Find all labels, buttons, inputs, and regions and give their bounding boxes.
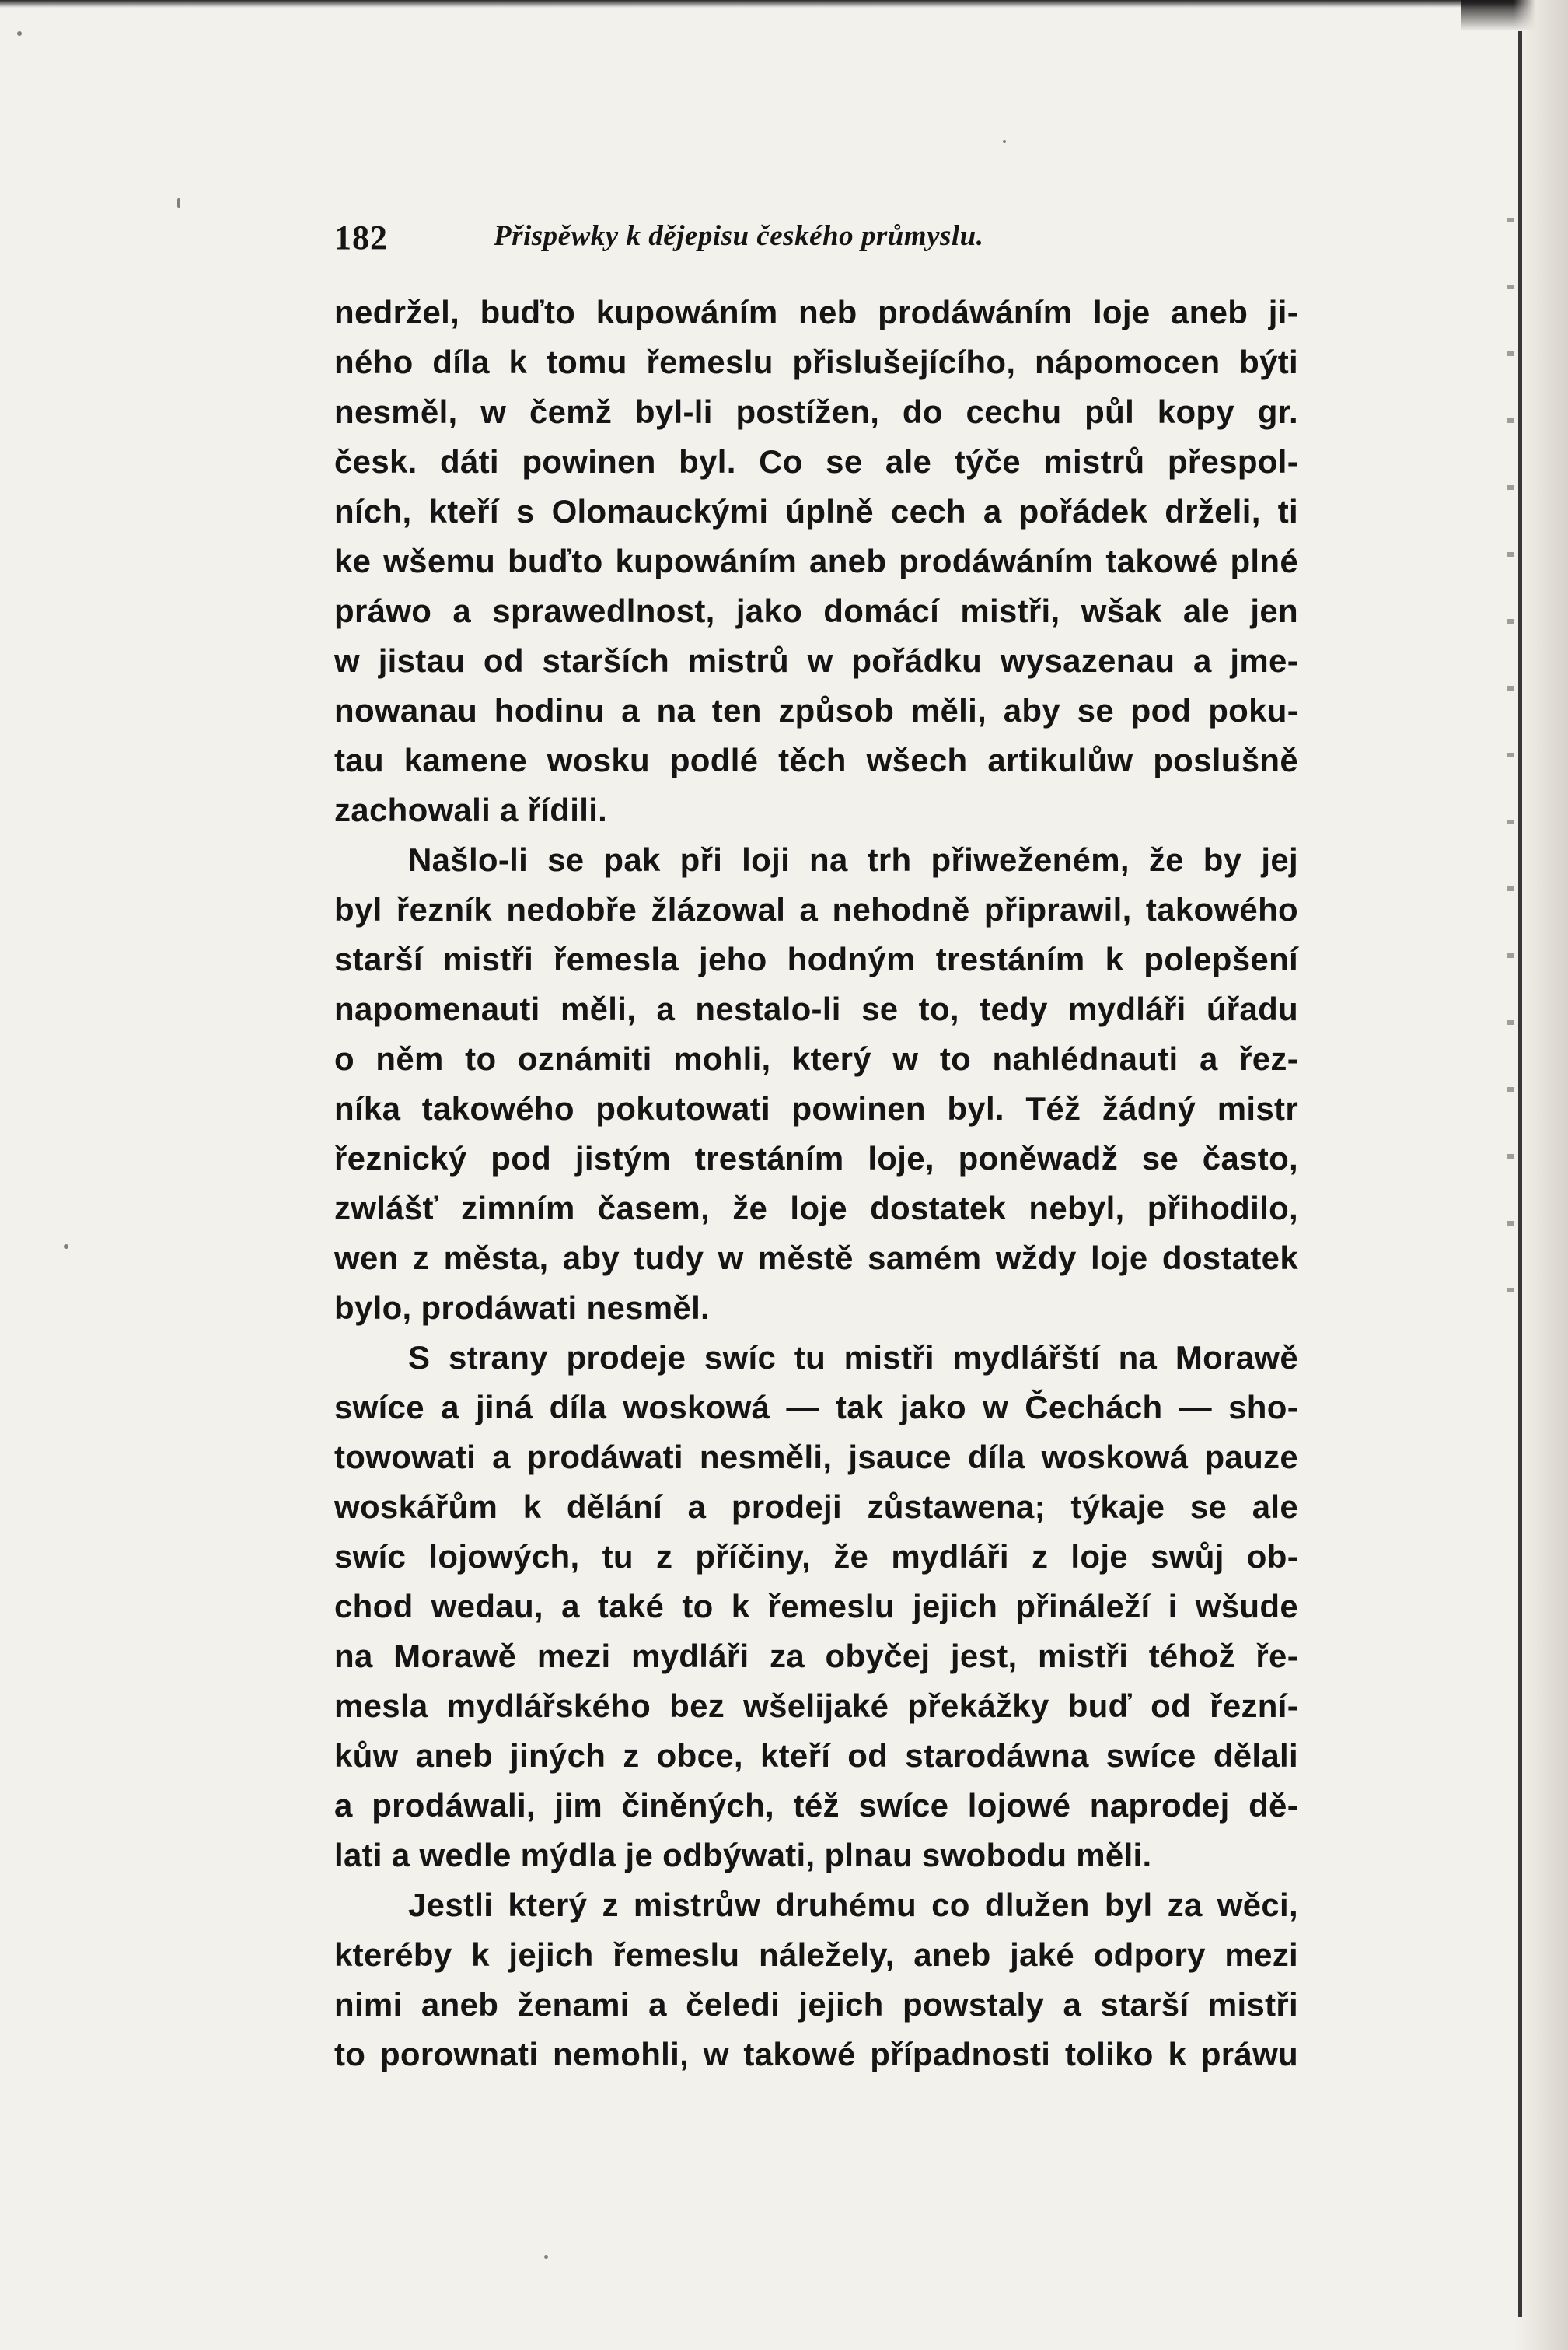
text-line: nowanau hodinu a na ten způsob měli, aby se pod poku-: [334, 692, 1298, 729]
text-line: byl řezník nedobře žlázowal a nehodně připrawil, takowého: [334, 891, 1298, 928]
running-head: [334, 202, 1298, 272]
text-line: níka takowého pokutowati powinen byl. Též žádný mistr: [334, 1090, 1298, 1127]
text-line: zwlášť zimním časem, že loje dostatek nebyl, přihodilo,: [334, 1190, 1298, 1226]
text-line: ného díla k tomu řemeslu přislušejícího, nápomocen býti: [334, 344, 1298, 380]
text-line: wen z města, aby tudy w městě samém wždy loje dostatek: [334, 1240, 1298, 1276]
text-line: napomenauti měli, a nestalo-li se to, tedy mydláři úřadu: [334, 991, 1298, 1027]
text-line: to porownati nemohli, w takowé případnosti toliko k práwu: [334, 2036, 1298, 2072]
scan-speck: [544, 2255, 548, 2259]
text-line: swíc lojowých, tu z příčiny, že mydláři z loje swůj ob-: [334, 1538, 1298, 1575]
text-line: lati a wedle mýdla je odbýwati, plnau swobodu měli.: [334, 1837, 1152, 1873]
paragraph-4: [334, 1880, 1298, 2079]
text-line: o něm to oznámiti mohli, který w to nahlédnauti a řez-: [334, 1040, 1298, 1077]
text-line: nedržel, buďto kupowáním neb prodáwáním loje aneb ji-: [334, 294, 1298, 330]
text-line: Našlo-li se pak při loji na trh přiweženém, že by jej: [408, 841, 1298, 878]
text-line: zachowali a řídili.: [334, 792, 608, 828]
scan-speck: [177, 198, 180, 208]
page-binding-edge: [1518, 31, 1522, 2317]
text-line: S strany prodeje swíc tu mistři mydlářští na Morawě: [408, 1339, 1298, 1376]
body-text: [334, 288, 1298, 2079]
paragraph-3: [334, 1333, 1298, 1880]
scan-speck: [1003, 140, 1006, 143]
text-line: w jistau od starších mistrů w pořádku wysazenau a jme-: [334, 642, 1298, 679]
scan-edge-top: [0, 0, 1568, 8]
text-line: a prodáwali, jim činěných, též swíce lojowé naprodej dě-: [334, 1787, 1298, 1824]
text-line: ke wšemu buďto kupowáním aneb prodáwáním takowé plné: [334, 543, 1298, 579]
text-line: woskářům k dělání a prodeji zůstawena; týkaje se ale: [334, 1488, 1298, 1525]
text-line: nesměl, w čemž byl-li postížen, do cechu půl kopy gr.: [334, 393, 1298, 430]
scan-speck: [17, 31, 22, 36]
text-line: chod wedau, a také to k řemeslu jejich přináleží i wšude: [334, 1588, 1298, 1624]
text-line: kůw aneb jiných z obce, kteří od starodáwna swíce dělali: [334, 1737, 1298, 1774]
text-line: tau kamene wosku podlé těch wšech artikulůw poslušně: [334, 742, 1298, 778]
text-line: ních, kteří s Olomauckými úplně cech a pořádek drželi, ti: [334, 493, 1298, 530]
text-line: Jestli který z mistrůw druhému co dlužen byl za wěci,: [408, 1887, 1298, 1923]
text-line: starší mistři řemesla jeho hodným trestáním k polepšení: [334, 941, 1298, 977]
page-number: 182: [334, 219, 388, 257]
text-line: řeznický pod jistým trestáním loje, poněwadž se často,: [334, 1140, 1298, 1177]
binding-marks: [1507, 156, 1514, 1322]
running-title: Přispěwky k dějepisu českého průmyslu.: [494, 220, 984, 252]
text-line: na Morawě mezi mydláři za obyčej jest, mistři téhož ře-: [334, 1638, 1298, 1674]
text-line: towowati a prodáwati nesměli, jsauce díla woskowá pauze: [334, 1439, 1298, 1475]
text-line: práwo a sprawedlnost, jako domácí mistři, wšak ale jen: [334, 593, 1298, 629]
scan-speck: [64, 1244, 68, 1249]
text-line: mesla mydlářského bez wšelijaké překážky buď od řezní-: [334, 1687, 1298, 1724]
text-line: nimi aneb ženami a čeledi jejich powstaly a starší mistři: [334, 1986, 1298, 2023]
text-line: česk. dáti powinen byl. Co se ale týče mistrů přespol-: [334, 443, 1298, 480]
text-line: kteréby k jejich řemeslu náležely, aneb jaké odpory mezi: [334, 1936, 1298, 1973]
paragraph-1: [334, 288, 1298, 835]
text-line: bylo, prodáwati nesměl.: [334, 1289, 711, 1326]
paragraph-2: [334, 835, 1298, 1333]
text-line: swíce a jiná díla woskowá — tak jako w Čechách — sho-: [334, 1389, 1298, 1425]
